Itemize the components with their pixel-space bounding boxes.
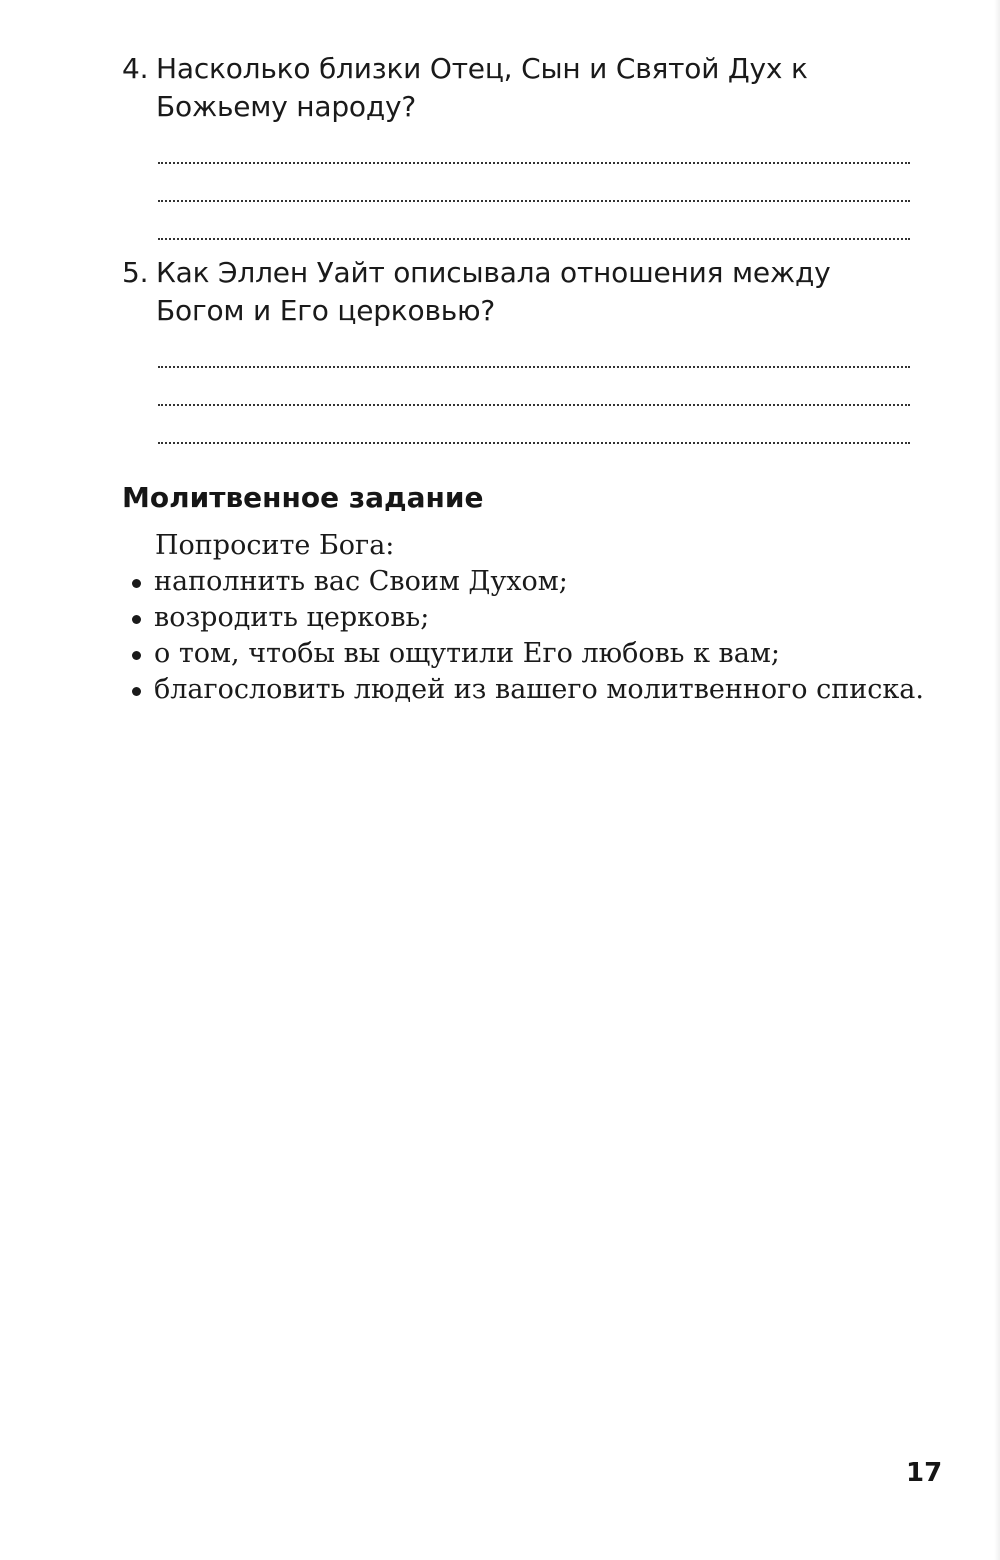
answer-lines-5 bbox=[122, 342, 922, 444]
answer-line[interactable] bbox=[158, 406, 910, 444]
page-content bbox=[122, 50, 922, 708]
answer-line[interactable] bbox=[158, 202, 910, 240]
list-item bbox=[122, 600, 922, 636]
list-item-text: о том, чтобы вы ощутили Его любовь к вам; bbox=[154, 638, 780, 669]
bullet-icon bbox=[132, 651, 141, 660]
prayer-list bbox=[122, 564, 922, 708]
answer-line[interactable] bbox=[158, 368, 910, 406]
list-item-text: наполнить вас Своим Духом; bbox=[154, 566, 568, 597]
page-number: 17 bbox=[906, 1458, 943, 1488]
page-edge bbox=[994, 0, 1000, 1560]
question-4 bbox=[122, 50, 922, 126]
bullet-icon bbox=[132, 615, 141, 624]
question-text: Как Эллен Уайт описывала отношения между Богом и Его церковью? bbox=[156, 256, 831, 327]
question-number: 4. bbox=[122, 52, 149, 85]
prayer-intro: Попросите Бога: bbox=[155, 530, 395, 561]
list-item bbox=[122, 672, 922, 708]
bullet-icon bbox=[132, 687, 141, 696]
question-number: 5. bbox=[122, 256, 149, 289]
answer-lines-4 bbox=[122, 138, 922, 240]
list-item bbox=[122, 564, 922, 600]
answer-line[interactable] bbox=[158, 342, 910, 368]
list-item bbox=[122, 636, 922, 672]
list-item-text: возродить церковь; bbox=[154, 602, 430, 633]
bullet-icon bbox=[132, 579, 141, 588]
answer-line[interactable] bbox=[158, 138, 910, 164]
question-text: Насколько близки Отец, Сын и Святой Дух к Божьему народу? bbox=[156, 52, 808, 123]
question-5 bbox=[122, 254, 922, 330]
section-title: Молитвенное задание bbox=[122, 481, 484, 514]
answer-line[interactable] bbox=[158, 164, 910, 202]
list-item-text: благословить людей из вашего молитвенного списка. bbox=[154, 674, 924, 705]
